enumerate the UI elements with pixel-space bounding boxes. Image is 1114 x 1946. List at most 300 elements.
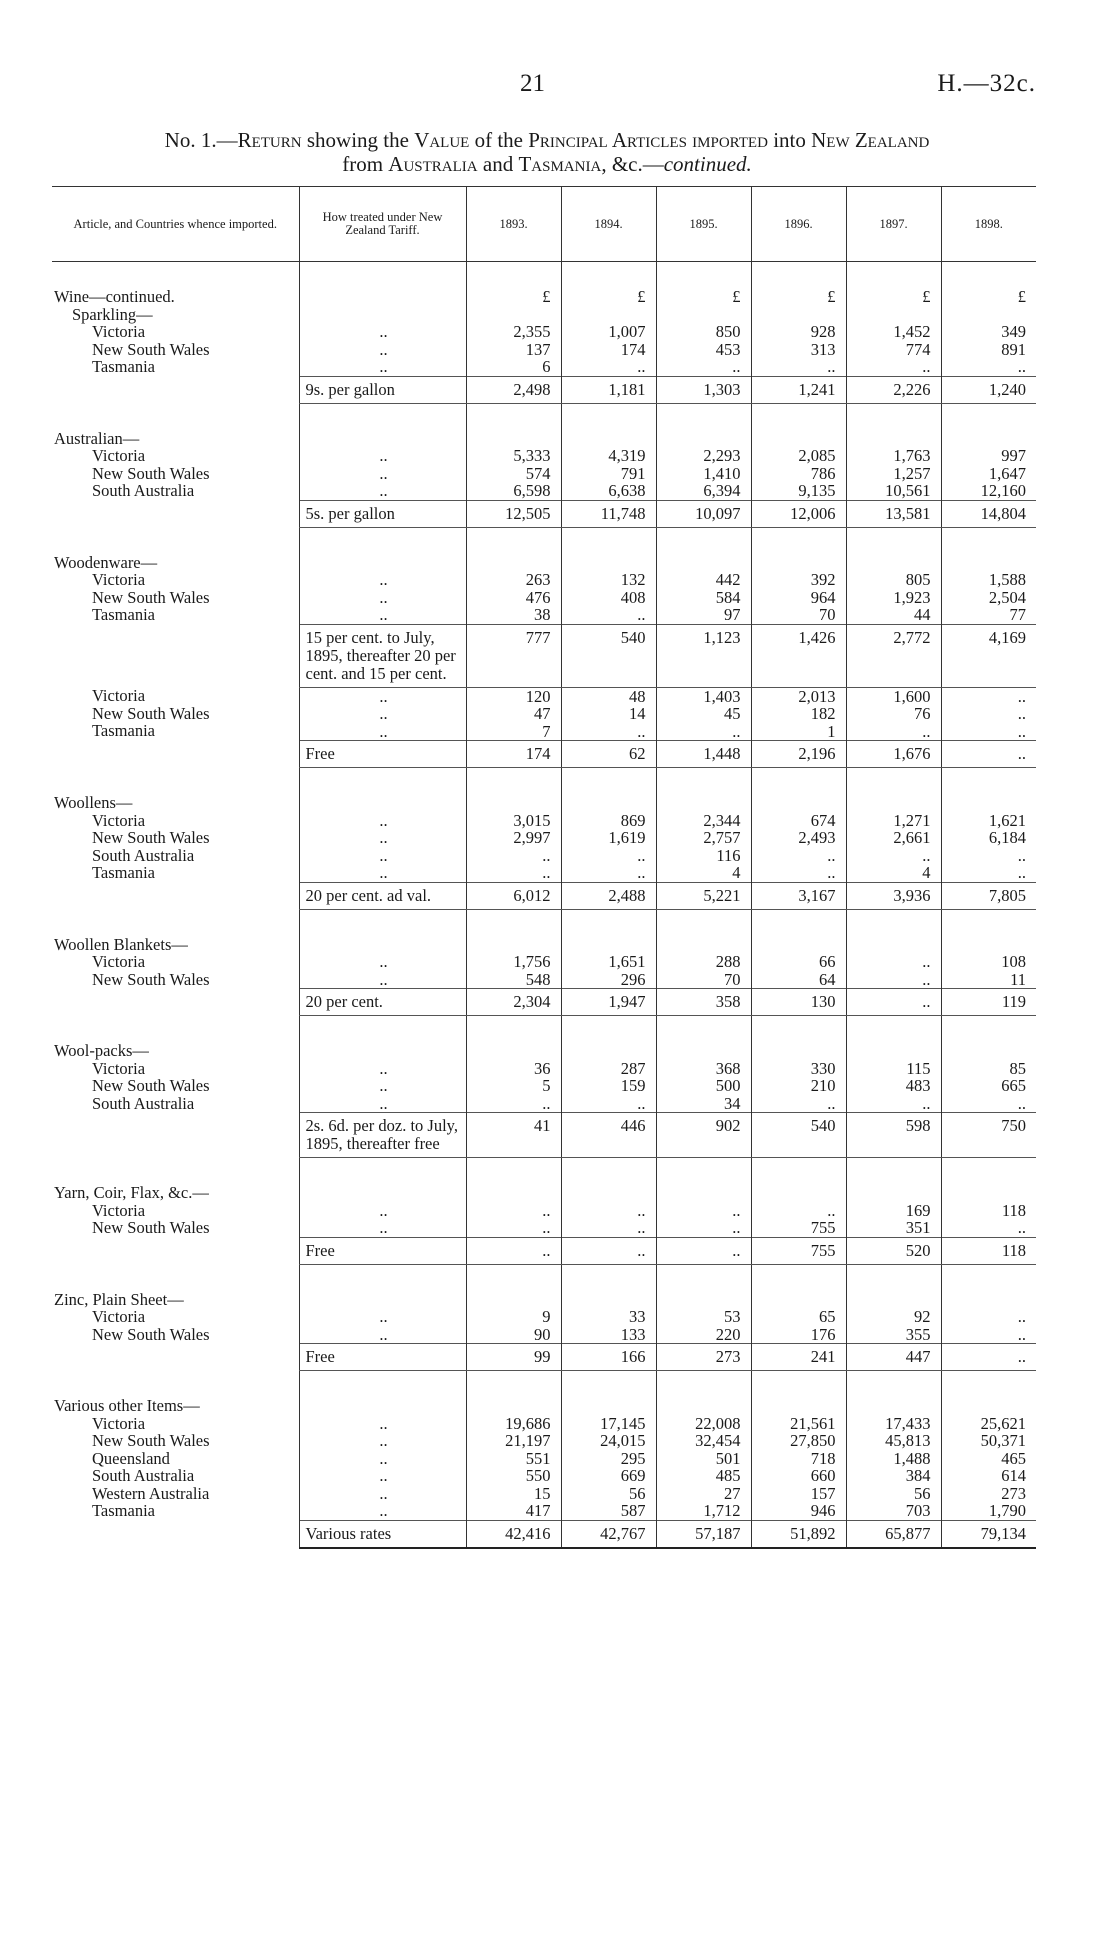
title-part: New Zealand (811, 128, 930, 152)
spacer-cell (561, 403, 656, 430)
spacer-cell (846, 1158, 941, 1185)
value-cell (751, 794, 846, 882)
country-name: New South Wales (92, 1076, 210, 1095)
cell-value: 174 (620, 339, 646, 359)
value-cell (751, 554, 846, 625)
cell-value: 12,160 (980, 481, 1026, 500)
blank-line (306, 1291, 462, 1309)
cell-value: 22,008 (695, 1413, 741, 1433)
spacer-cell (846, 1264, 941, 1291)
country-name: Tasmania (92, 605, 155, 624)
cell-value: 2,661 (893, 828, 931, 847)
value-cell (656, 288, 751, 376)
cell-value: 2,997 (513, 828, 551, 847)
cell-value: .. (922, 1093, 931, 1113)
cell-value: .. (922, 969, 931, 989)
cell-value: 964 (810, 587, 836, 607)
treatment-dots: .. (379, 1093, 388, 1113)
cell-value: 4,319 (608, 446, 646, 465)
spacer-row (52, 768, 1036, 795)
total-value: 1,947 (561, 989, 656, 1016)
cell-value: 14 (629, 704, 646, 723)
blank-line (946, 554, 1027, 572)
blank-line (756, 430, 836, 448)
total-value: 166 (561, 1344, 656, 1371)
cell-value: 17,145 (600, 1413, 646, 1433)
cell-value: 791 (620, 463, 646, 483)
cell-value: .. (827, 845, 836, 865)
section-subheading: Sparkling— (72, 304, 153, 324)
currency-symbol: £ (827, 287, 836, 306)
blank-line (306, 554, 462, 572)
cell-value: .. (827, 863, 836, 882)
country-name: South Australia (92, 1466, 195, 1485)
total-value: 42,416 (466, 1520, 561, 1548)
cell-value: 1,271 (893, 810, 931, 830)
cell-value: .. (1017, 357, 1026, 376)
spacer-row (52, 909, 1036, 936)
total-row (52, 1113, 1036, 1158)
blank-line (756, 1397, 836, 1415)
blank-line (946, 1291, 1027, 1309)
blank-line (306, 306, 462, 324)
value-cell (656, 1042, 751, 1113)
treatment-dots: .. (379, 1076, 388, 1095)
cell-value: .. (1017, 704, 1026, 723)
value-cell (656, 1184, 751, 1237)
title-part: , &c.— (601, 152, 664, 176)
total-value: 3,936 (846, 882, 941, 909)
total-value: 42,767 (561, 1520, 656, 1548)
table-body (52, 262, 1036, 1548)
cell-value: 483 (905, 1076, 931, 1095)
blank-line (471, 554, 551, 572)
spacer-cell (299, 527, 466, 554)
treatment-dots: .. (379, 1501, 388, 1520)
title-part: and (477, 152, 519, 176)
article-cell (52, 794, 299, 882)
blank-line (306, 1042, 462, 1060)
cell-value: .. (1017, 863, 1026, 882)
cell-value: .. (637, 721, 646, 741)
spacer-cell (466, 1264, 561, 1291)
country-name: New South Wales (92, 1431, 210, 1450)
blank-line (306, 794, 462, 812)
column-header-year: 1896. (751, 187, 846, 262)
column-header-year: 1895. (656, 187, 751, 262)
country-name: Victoria (92, 446, 146, 465)
title-part: No. 1.— (164, 128, 238, 152)
cell-value: 77 (1009, 605, 1026, 624)
value-cell (751, 1184, 846, 1237)
article-cell (52, 624, 299, 687)
value-cell (941, 430, 1036, 501)
blank-line (566, 1291, 646, 1309)
country-name: South Australia (92, 481, 195, 500)
cell-value: 159 (620, 1076, 646, 1095)
cell-value: 755 (810, 1218, 836, 1237)
country-name: Tasmania (92, 863, 155, 882)
treatment-rate: Free (299, 1237, 466, 1264)
cell-value: 1,007 (608, 322, 646, 341)
currency-symbol: £ (637, 287, 646, 306)
cell-value: .. (1017, 1218, 1026, 1237)
value-cell (941, 288, 1036, 376)
treatment-cell (299, 794, 466, 882)
cell-value: 24,015 (600, 1431, 646, 1450)
value-cell (466, 554, 561, 625)
cell-value: 1,712 (703, 1501, 741, 1520)
spacer-cell (751, 1158, 846, 1185)
spacer-cell (846, 262, 941, 289)
blank-line (566, 794, 646, 812)
section-row (52, 1397, 1036, 1520)
cell-value: 1,790 (988, 1501, 1026, 1520)
cell-value: .. (922, 721, 931, 741)
blank-line (471, 1291, 551, 1309)
cell-value: 6,394 (703, 481, 741, 500)
article-cell (52, 430, 299, 501)
country-name: Victoria (92, 686, 146, 705)
cell-value: 70 (819, 605, 836, 624)
cell-value: .. (922, 845, 931, 865)
total-value: 11,748 (561, 500, 656, 527)
blank-line (471, 794, 551, 812)
spacer-cell (751, 1371, 846, 1398)
blank-line (566, 430, 646, 448)
cell-value: 850 (715, 322, 741, 341)
treatment-dots: .. (379, 605, 388, 624)
cell-value: .. (542, 1093, 551, 1113)
cell-value: 501 (715, 1448, 741, 1468)
cell-value: 21,197 (505, 1431, 551, 1450)
document-reference: H.—32c. (937, 70, 1036, 97)
treatment-cell (299, 288, 466, 376)
spacer-cell (656, 527, 751, 554)
blank-line (851, 1184, 931, 1202)
cell-value: 21,561 (790, 1413, 836, 1433)
section-heading: Wine—continued. (54, 287, 175, 306)
total-value: 755 (751, 1237, 846, 1264)
cell-value: 1,257 (893, 463, 931, 483)
article-cell (52, 376, 299, 403)
total-value: 10,097 (656, 500, 751, 527)
cell-value: 500 (715, 1076, 741, 1095)
value-cell (561, 430, 656, 501)
treatment-dots: .. (379, 1483, 388, 1503)
cell-value: 674 (810, 810, 836, 830)
treatment-dots: .. (379, 1058, 388, 1078)
blank-line (471, 1042, 551, 1060)
title-part: from (342, 152, 389, 176)
page-number: 21 (520, 70, 545, 97)
spacer-cell (846, 527, 941, 554)
value-cell (466, 288, 561, 376)
value-cell (466, 1291, 561, 1344)
treatment-dots: .. (379, 721, 388, 741)
total-value: 446 (561, 1113, 656, 1158)
total-value: 5,221 (656, 882, 751, 909)
value-cell (751, 1042, 846, 1113)
cell-value: 392 (810, 570, 836, 589)
cell-value: 10,561 (885, 481, 931, 500)
cell-value: 118 (1001, 1200, 1026, 1220)
value-cell (466, 936, 561, 989)
cell-value: 330 (810, 1058, 836, 1078)
total-row (52, 989, 1036, 1016)
cell-value: .. (637, 357, 646, 376)
total-value: 902 (656, 1113, 751, 1158)
section-heading: Zinc, Plain Sheet— (54, 1289, 184, 1309)
blank-line (851, 430, 931, 448)
value-cell (846, 1291, 941, 1344)
cell-value: 169 (905, 1200, 931, 1220)
value-cell (751, 687, 846, 741)
cell-value: 7 (542, 721, 551, 741)
cell-value: 56 (914, 1483, 931, 1503)
cell-value: .. (732, 1218, 741, 1237)
column-header-article: Article, and Countries whence imported. (52, 187, 299, 262)
treatment-dots: .. (379, 1218, 388, 1237)
total-value: 273 (656, 1344, 751, 1371)
treatment-cell (299, 1042, 466, 1113)
title-part: Return (237, 128, 302, 152)
value-cell (751, 430, 846, 501)
cell-value: 85 (1009, 1058, 1026, 1078)
treatment-rate: 5s. per gallon (299, 500, 466, 527)
value-cell (466, 1184, 561, 1237)
country-name: New South Wales (92, 587, 210, 607)
value-cell (846, 1184, 941, 1237)
value-cell (466, 1397, 561, 1520)
value-cell (941, 936, 1036, 989)
blank-line (851, 306, 931, 324)
total-value: 540 (561, 624, 656, 687)
country-name: Victoria (92, 810, 146, 830)
cell-value: 574 (525, 463, 551, 483)
country-name: New South Wales (92, 463, 210, 483)
treatment-dots: .. (379, 1413, 388, 1433)
spacer-row (52, 1016, 1036, 1043)
cell-value: 48 (629, 686, 646, 706)
country-name: Victoria (92, 322, 146, 341)
blank-line (566, 936, 646, 954)
spacer-cell (299, 909, 466, 936)
cell-value: 17,433 (885, 1413, 931, 1433)
spacer-row (52, 403, 1036, 430)
cell-value: 1,588 (988, 570, 1026, 589)
total-value: 7,805 (941, 882, 1036, 909)
spacer-cell (52, 909, 299, 936)
cell-value: 6,638 (608, 481, 646, 500)
total-value: 1,241 (751, 376, 846, 403)
total-value: 358 (656, 989, 751, 1016)
spacer-cell (656, 1158, 751, 1185)
blank-line (756, 1291, 836, 1309)
blank-line (756, 936, 836, 954)
blank-line (851, 794, 931, 812)
cell-value: 891 (1001, 339, 1026, 359)
value-cell (466, 1042, 561, 1113)
country-name: Victoria (92, 1307, 146, 1326)
spacer-cell (299, 1016, 466, 1043)
title-part: Australia (388, 152, 478, 176)
cell-value: 133 (620, 1324, 646, 1344)
cell-value: 53 (724, 1307, 741, 1326)
total-value: 2,488 (561, 882, 656, 909)
value-cell (656, 554, 751, 625)
section-row (52, 794, 1036, 882)
spacer-cell (846, 1016, 941, 1043)
cell-value: .. (1017, 845, 1026, 865)
section-row (52, 554, 1036, 625)
spacer-row (52, 1264, 1036, 1291)
cell-value: 6,184 (988, 828, 1026, 847)
value-cell (941, 1042, 1036, 1113)
cell-value: 97 (724, 605, 741, 624)
section-heading: Various other Items— (54, 1396, 200, 1415)
treatment-dots: .. (379, 339, 388, 359)
total-value: 51,892 (751, 1520, 846, 1548)
cell-value: 296 (620, 969, 646, 989)
cell-value: 465 (1001, 1448, 1026, 1468)
cell-value: 1,763 (893, 446, 931, 465)
total-value: 12,006 (751, 500, 846, 527)
cell-value: .. (637, 863, 646, 882)
country-name: New South Wales (92, 703, 210, 723)
cell-value: .. (542, 1200, 551, 1220)
total-value: 2,196 (751, 741, 846, 768)
currency-symbol: £ (922, 287, 931, 306)
spacer-row (52, 527, 1036, 554)
cell-value: 33 (629, 1307, 646, 1326)
total-value: 62 (561, 741, 656, 768)
treatment-cell (299, 1397, 466, 1520)
spacer-cell (656, 1016, 751, 1043)
section-row (52, 1184, 1036, 1237)
cell-value: 27,850 (790, 1431, 836, 1450)
article-cell (52, 687, 299, 741)
treatment-dots: .. (379, 1431, 388, 1450)
country-name: Queensland (92, 1448, 170, 1468)
cell-value: 6 (542, 357, 551, 376)
value-cell (846, 288, 941, 376)
spacer-cell (751, 262, 846, 289)
cell-value: 295 (620, 1448, 646, 1468)
blank-line (661, 1042, 741, 1060)
currency-symbol: £ (732, 287, 741, 306)
total-value: 241 (751, 1344, 846, 1371)
cell-value: 44 (914, 605, 931, 624)
spacer-cell (656, 262, 751, 289)
cell-value: 157 (810, 1483, 836, 1503)
treatment-dots: .. (379, 587, 388, 607)
blank-line (566, 1184, 646, 1202)
cell-value: .. (637, 1200, 646, 1220)
article-cell (52, 1397, 299, 1520)
blank-line (471, 936, 551, 954)
total-value: 2,226 (846, 376, 941, 403)
treatment-rate: Free (299, 1344, 466, 1371)
spacer-cell (751, 909, 846, 936)
total-value: 1,426 (751, 624, 846, 687)
blank-line (306, 430, 462, 448)
treatment-rate: 15 per cent. to July, 1895, thereafter 20 per cent. and 15 per cent. (299, 624, 466, 687)
total-value: 2,304 (466, 989, 561, 1016)
treatment-dots: .. (379, 1324, 388, 1344)
total-value: 1,303 (656, 376, 751, 403)
cell-value: .. (732, 357, 741, 376)
cell-value: .. (1017, 721, 1026, 741)
section-heading: Woollens— (54, 793, 133, 812)
cell-value: 946 (810, 1501, 836, 1520)
cell-value: 869 (620, 810, 646, 830)
cell-value: 220 (715, 1324, 741, 1344)
cell-value: 1,647 (988, 463, 1026, 483)
total-value: .. (466, 1237, 561, 1264)
cell-value: 9 (542, 1307, 551, 1326)
cell-value: 2,757 (703, 828, 741, 847)
cell-value: 2,493 (798, 828, 836, 847)
country-name: Victoria (92, 570, 146, 589)
total-value: 12,505 (466, 500, 561, 527)
blank-line (306, 1397, 462, 1415)
cell-value: 56 (629, 1483, 646, 1503)
treatment-cell (299, 554, 466, 625)
blank-line (566, 1397, 646, 1415)
blank-line (756, 1042, 836, 1060)
cell-value: 70 (724, 969, 741, 989)
section-heading: Wool-packs— (54, 1041, 149, 1060)
cell-value: 2,355 (513, 322, 551, 341)
total-value: .. (941, 741, 1036, 768)
treatment-dots: .. (379, 810, 388, 830)
country-name: Victoria (92, 952, 146, 971)
value-cell (656, 430, 751, 501)
total-value: 1,240 (941, 376, 1036, 403)
cell-value: 273 (1001, 1483, 1026, 1503)
treatment-dots: .. (379, 863, 388, 882)
treatment-dots: .. (379, 952, 388, 971)
cell-value: 50,371 (980, 1431, 1026, 1450)
cell-value: 5 (542, 1076, 551, 1095)
total-value: 79,134 (941, 1520, 1036, 1548)
country-name: Tasmania (92, 1501, 155, 1520)
spacer-cell (846, 909, 941, 936)
treatment-rate: 20 per cent. (299, 989, 466, 1016)
treatment-cell (299, 1291, 466, 1344)
value-cell (846, 687, 941, 741)
blank-line (946, 1397, 1027, 1415)
value-cell (941, 1291, 1036, 1344)
blank-line (661, 306, 741, 324)
cell-value: 210 (810, 1076, 836, 1095)
total-value: .. (656, 1237, 751, 1264)
country-name: New South Wales (92, 339, 210, 359)
total-value: 119 (941, 989, 1036, 1016)
cell-value: .. (542, 845, 551, 865)
treatment-dots: .. (379, 1307, 388, 1326)
country-name: Victoria (92, 1200, 146, 1220)
spacer-cell (466, 909, 561, 936)
value-cell (846, 936, 941, 989)
article-cell (52, 1291, 299, 1344)
total-row (52, 882, 1036, 909)
cell-value: 2,085 (798, 446, 836, 465)
blank-line (756, 554, 836, 572)
country-name: Victoria (92, 1413, 146, 1433)
spacer-cell (656, 768, 751, 795)
